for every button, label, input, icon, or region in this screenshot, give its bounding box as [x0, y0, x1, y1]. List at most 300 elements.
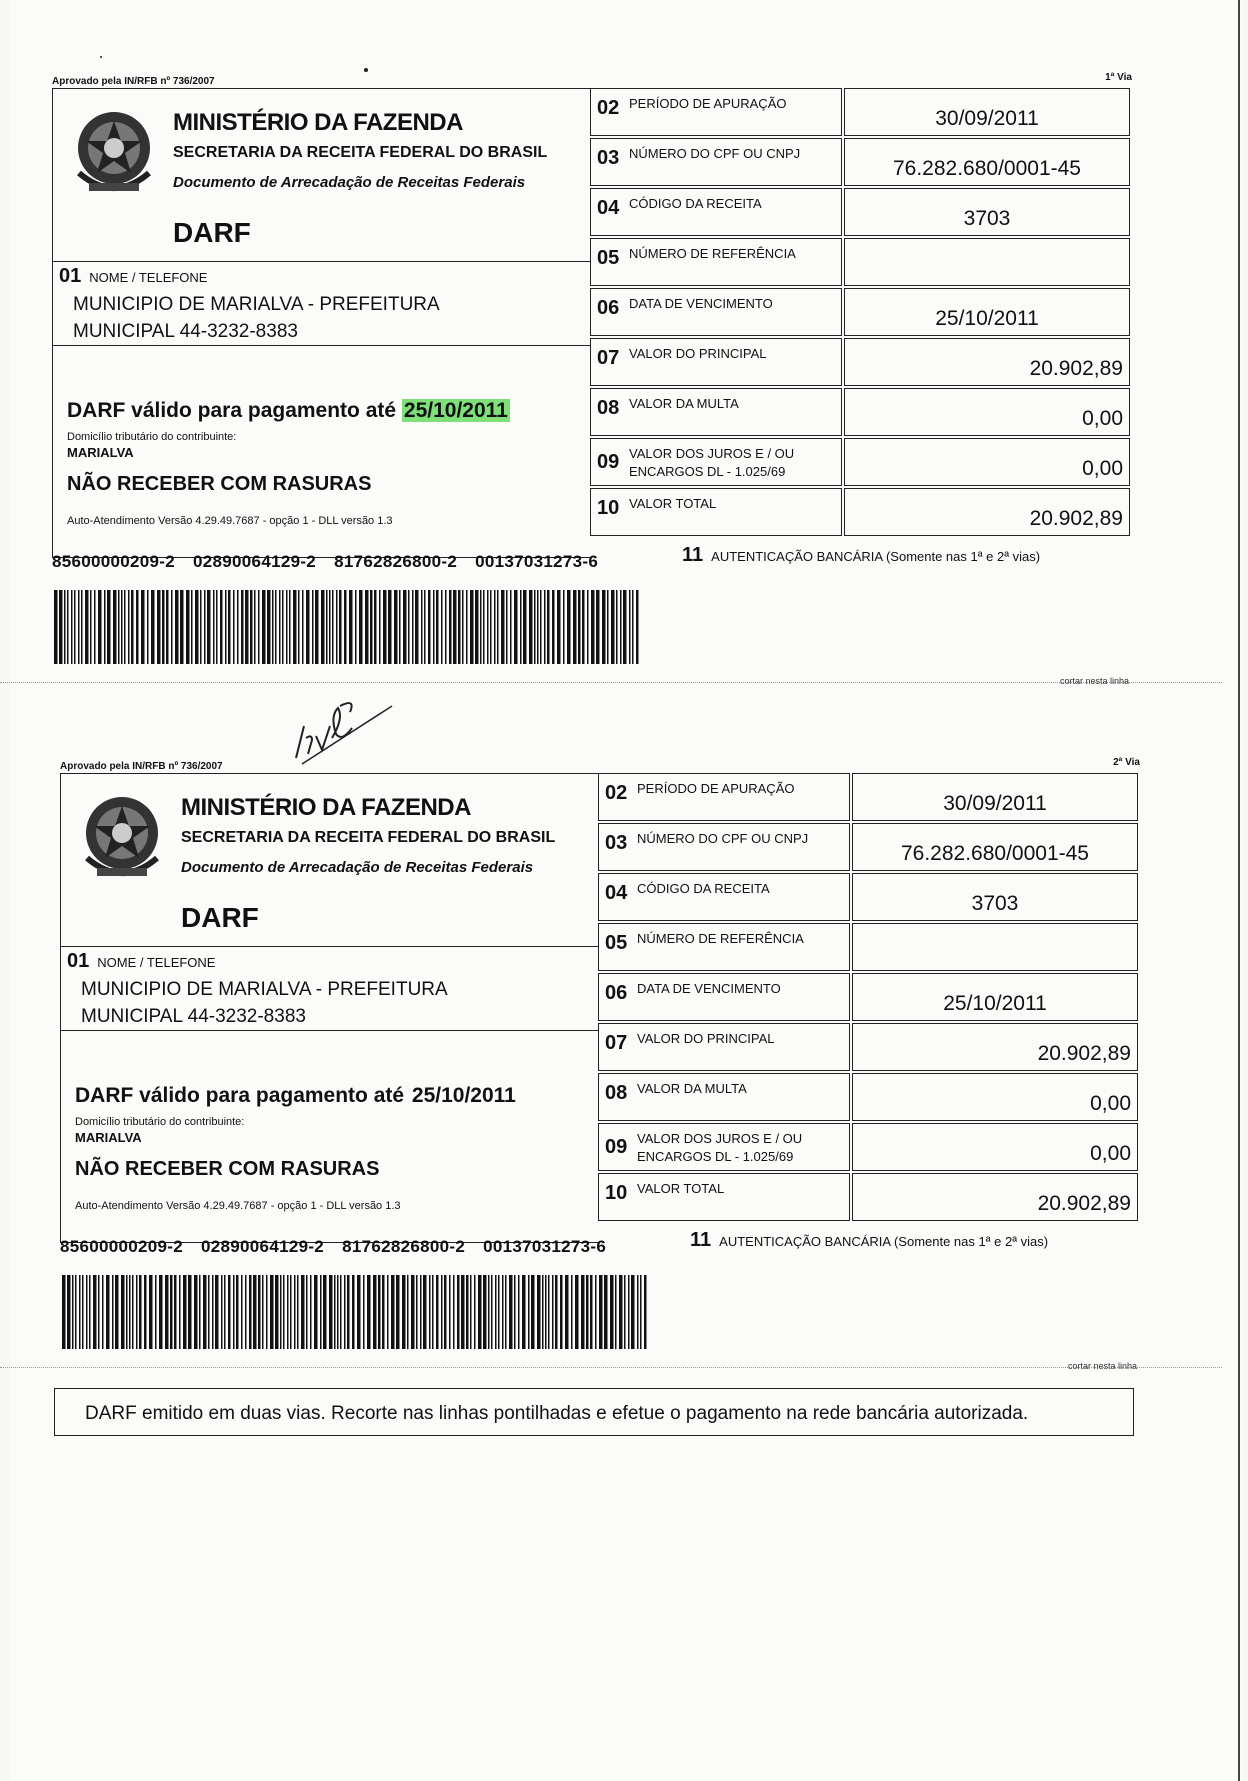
barcode-bar — [151, 590, 155, 664]
barcode-bar — [421, 590, 423, 664]
barcode-bar — [567, 590, 571, 664]
barcode-bar — [241, 1275, 243, 1349]
field-03-number: 03 — [597, 147, 620, 169]
barcode-bar — [552, 590, 555, 664]
barcode-bar — [86, 1275, 88, 1349]
barcode-bar — [171, 590, 173, 664]
barcode-bar — [349, 590, 353, 664]
barcode-bar — [112, 1275, 114, 1349]
coat-of-arms-icon — [69, 103, 159, 203]
barcode-bar — [359, 590, 363, 664]
barcode-bar — [637, 1275, 639, 1349]
barcode-bar — [387, 1275, 389, 1349]
barcode-bar — [560, 1275, 563, 1349]
barcode-bar — [75, 1275, 77, 1349]
barcode-bar — [339, 590, 342, 664]
barcode-bar — [128, 590, 130, 664]
field-09-label-line-1: VALOR DOS JUROS E / OU — [637, 1131, 803, 1146]
nome-line-1: MUNICIPIO DE MARIALVA - PREFEITURA — [73, 294, 440, 315]
field-02-value: 30/09/2011 — [943, 792, 1047, 815]
barcode-bar — [640, 1275, 642, 1349]
footer-note: DARF emitido em duas vias. Recorte nas linhas pontilhadas e efetue o pagamento na rede bancária autorizada. — [54, 1388, 1134, 1436]
barcode-bar — [415, 590, 419, 664]
barcode-bar — [162, 590, 165, 664]
barcode-bar — [186, 590, 190, 664]
barcode-bar — [136, 1275, 138, 1349]
field-04 — [590, 188, 1130, 238]
barcode-bar — [490, 590, 492, 664]
valido-prefix: DARF válido para pagamento até — [67, 399, 397, 422]
barcode-bar — [483, 590, 485, 664]
field-02-label: PERÍODO DE APURAÇÃO — [637, 781, 795, 796]
barcode-bar — [494, 590, 496, 664]
barcode-bar — [587, 590, 589, 664]
barcode-bar — [329, 590, 331, 664]
barcode-bar — [64, 590, 66, 664]
barcode-bar — [449, 1275, 451, 1349]
field-03-label: NÚMERO DO CPF OU CNPJ — [629, 146, 801, 161]
nao-receber-text: NÃO RECEBER COM RASURAS — [67, 473, 372, 495]
left-panel — [52, 88, 591, 558]
barcode-bar — [221, 1275, 223, 1349]
field-05-label: NÚMERO DE REFERÊNCIA — [629, 246, 796, 261]
ministerio-title: MINISTÉRIO DA FAZENDA — [181, 794, 471, 821]
barcode-bar — [487, 590, 489, 664]
cut-line-label: cortar nesta linha — [1068, 1361, 1138, 1371]
barcode-bar — [514, 590, 518, 664]
darf-title: DARF — [181, 902, 259, 933]
barcode-bar — [378, 1275, 381, 1349]
field-07-label: VALOR DO PRINCIPAL — [629, 346, 767, 361]
barcode-bar — [54, 590, 58, 664]
barcode-bar — [233, 1275, 235, 1349]
barcode-bar — [548, 1275, 550, 1349]
field-11-label: AUTENTICAÇÃO BANCÁRIA (Somente nas 1ª e 2ª vias) — [719, 1234, 1049, 1249]
field-08-value: 0,00 — [1082, 407, 1123, 430]
barcode-bar — [323, 1275, 327, 1349]
field-03-value: 76.282.680/0001-45 — [900, 842, 1089, 865]
field-05 — [598, 923, 1138, 973]
field-10 — [598, 1173, 1138, 1223]
barcode-bar — [310, 1275, 312, 1349]
barcode-bar — [71, 590, 73, 664]
field-10-number: 10 — [605, 1182, 628, 1204]
field-11-number: 11 — [682, 544, 704, 566]
barcode-bar — [279, 590, 281, 664]
barcode-bar — [407, 1275, 409, 1349]
barcode-bar — [462, 590, 464, 664]
field-09-number: 09 — [605, 1136, 628, 1158]
valido-prefix: DARF válido para pagamento até — [75, 1084, 405, 1107]
barcode-bar — [610, 1275, 614, 1349]
field-02-number: 02 — [597, 97, 620, 119]
barcode-bar — [85, 590, 89, 664]
field-07 — [598, 1023, 1138, 1073]
field-04-label: CÓDIGO DA RECEITA — [637, 881, 770, 896]
field-05-label: NÚMERO DE REFERÊNCIA — [637, 931, 804, 946]
barcode-bar — [289, 590, 291, 664]
barcode-digit-group: 81762826800-2 — [342, 1237, 466, 1256]
barcode-bar — [347, 1275, 350, 1349]
field-02-value: 30/09/2011 — [935, 107, 1039, 130]
barcode-bar — [457, 1275, 460, 1349]
barcode-bar — [542, 1275, 544, 1349]
barcode-bar — [537, 1275, 541, 1349]
barcode-bar — [113, 590, 117, 664]
barcode-bar — [59, 590, 63, 664]
barcode-bar — [121, 590, 123, 664]
barcode-bar — [483, 1275, 487, 1349]
domicilio-value: MARIALVA — [67, 445, 134, 460]
field-01-label: NOME / TELEFONE — [97, 955, 216, 970]
barcode-bar — [436, 1275, 439, 1349]
barcode-bar — [518, 1275, 520, 1349]
via-label: 2ª Via — [1113, 757, 1140, 768]
field-04 — [598, 873, 1138, 923]
secretaria-title: SECRETARIA DA RECEITA FEDERAL DO BRASIL — [181, 829, 556, 846]
approved-text: Aprovado pela IN/RFB nº 736/2007 — [52, 76, 215, 87]
barcode-bar — [495, 1275, 497, 1349]
barcode-bar — [207, 590, 211, 664]
field-08 — [598, 1073, 1138, 1123]
field-09-label — [629, 445, 794, 481]
barcode-bar — [225, 590, 227, 664]
barcode-bar — [623, 590, 627, 664]
barcode-bar — [139, 1275, 142, 1349]
domicilio-label: Domicílio tributário do contribuinte: — [67, 431, 237, 443]
barcode-bar — [540, 590, 542, 664]
barcode-bar — [416, 1275, 418, 1349]
barcode-bar — [501, 590, 505, 664]
barcode-bar — [337, 1275, 339, 1349]
barcode-bar — [602, 590, 606, 664]
barcode-bar — [191, 590, 193, 664]
barcode-bar — [233, 590, 235, 664]
barcode-bar — [461, 1275, 465, 1349]
barcode-bar — [429, 1275, 431, 1349]
barcode-bar — [183, 1275, 187, 1349]
barcode-bar — [449, 590, 452, 664]
barcode-bar — [267, 590, 271, 664]
field-08-value: 0,00 — [1090, 1092, 1131, 1115]
barcode-bar — [432, 1275, 434, 1349]
valido-text — [67, 399, 510, 423]
barcode-bar — [136, 590, 139, 664]
barcode-bar — [79, 1275, 81, 1349]
barcode-bar — [475, 590, 479, 664]
field-07-number: 07 — [605, 1032, 628, 1054]
darf-title: DARF — [173, 217, 251, 248]
barcode-bar — [275, 590, 277, 664]
valido-date-highlighted: 25/10/2011 — [403, 399, 508, 422]
barcode-bar — [72, 1275, 74, 1349]
barcode-bar — [344, 590, 347, 664]
barcode-bar — [444, 1275, 447, 1349]
barcode-bar — [249, 1275, 252, 1349]
barcode-bar — [336, 590, 338, 664]
field-07 — [590, 338, 1130, 388]
barcode-bar — [228, 590, 231, 664]
barcode-bar — [275, 1275, 279, 1349]
barcode-bar — [396, 1275, 400, 1349]
barcode-bar — [89, 1275, 91, 1349]
field-01-number: 01 — [59, 265, 82, 287]
barcode-bar — [491, 1275, 493, 1349]
field-03-label: NÚMERO DO CPF OU CNPJ — [637, 831, 809, 846]
secretaria-title: SECRETARIA DA RECEITA FEDERAL DO BRASIL — [173, 144, 548, 161]
domicilio-label: Domicílio tributário do contribuinte: — [75, 1116, 245, 1128]
barcode-bar — [312, 590, 314, 664]
barcode-bar — [306, 590, 310, 664]
barcode-bar — [298, 590, 300, 664]
field-07-label: VALOR DO PRINCIPAL — [637, 1031, 775, 1046]
valido-text — [75, 1084, 518, 1108]
barcode-bar — [420, 1275, 422, 1349]
barcode-bar — [67, 590, 69, 664]
barcode-bar — [611, 590, 615, 664]
field-11-label: AUTENTICAÇÃO BANCÁRIA (Somente nas 1ª e 2ª vias) — [711, 549, 1041, 564]
barcode-bar — [581, 1275, 585, 1349]
barcode-bar — [98, 590, 102, 664]
field-04-value: 3703 — [971, 892, 1019, 915]
barcode-bar — [466, 590, 468, 664]
barcode-bar — [297, 1275, 299, 1349]
field-01-value — [81, 976, 448, 1030]
approved-text: Aprovado pela IN/RFB nº 736/2007 — [60, 761, 223, 772]
documento-title: Documento de Arrecadação de Receitas Federais — [181, 859, 534, 876]
field-01-label: NOME / TELEFONE — [89, 270, 208, 285]
auto-atendimento-text: Auto-Atendimento Versão 4.29.49.7687 - opção 1 - DLL versão 1.3 — [75, 1200, 401, 1212]
barcode-bar — [388, 590, 392, 664]
barcode-bar — [441, 590, 443, 664]
field-04-label: CÓDIGO DA RECEITA — [629, 196, 762, 211]
barcode-bar — [632, 590, 634, 664]
barcode-digit-group: 00137031273-6 — [483, 1237, 607, 1256]
field-09-value: 0,00 — [1082, 457, 1123, 480]
barcode-bar — [506, 590, 508, 664]
barcode-bar — [478, 1275, 482, 1349]
barcode-bar — [423, 1275, 427, 1349]
barcode-bar — [355, 590, 357, 664]
barcode-bar — [374, 590, 377, 664]
barcode-digit-group: 85600000209-2 — [60, 1237, 184, 1256]
barcode-digit-group: 00137031273-6 — [475, 552, 599, 571]
barcode-bar — [382, 1275, 385, 1349]
barcode-bar — [237, 590, 239, 664]
barcode-bar — [290, 1275, 292, 1349]
domicilio-value: MARIALVA — [75, 1130, 142, 1145]
field-06 — [590, 288, 1130, 338]
barcode-bar — [90, 590, 92, 664]
field-02-label: PERÍODO DE APURAÇÃO — [629, 96, 787, 111]
barcode-bar — [596, 590, 600, 664]
barcode-bar — [595, 1275, 597, 1349]
barcode-digit-group: 02890064129-2 — [193, 552, 317, 571]
field-04-value: 3703 — [963, 207, 1011, 230]
barcode-bar — [365, 590, 369, 664]
barcode-bar — [301, 1275, 305, 1349]
barcode-bar — [514, 1275, 516, 1349]
barcode-bar — [159, 1275, 163, 1349]
barcode-bar — [121, 1275, 125, 1349]
barcode-bar — [445, 590, 447, 664]
cut-line — [0, 682, 1222, 683]
barcode-bar — [458, 590, 461, 664]
field-03 — [598, 823, 1138, 873]
barcode-bar — [302, 590, 304, 664]
field-02-number: 02 — [605, 782, 628, 804]
barcode-bar — [575, 1275, 579, 1349]
barcode-bar — [497, 590, 499, 664]
field-09-label-line-1: VALOR DOS JUROS E / OU — [629, 446, 795, 461]
barcode-bar — [199, 1275, 201, 1349]
coat-of-arms-icon — [77, 788, 167, 888]
field-10-value: 20.902,89 — [1029, 507, 1123, 530]
barcode-bar — [590, 1275, 593, 1349]
barcode-bar — [394, 590, 398, 664]
field-09-number: 09 — [597, 451, 620, 473]
barcode-bar — [93, 1275, 97, 1349]
barcode-bar — [215, 1275, 219, 1349]
barcode-bar — [131, 590, 134, 664]
info-area — [61, 1030, 599, 1242]
field-08-label: VALOR DA MULTA — [629, 396, 739, 411]
barcode-digit-group: 02890064129-2 — [201, 1237, 325, 1256]
barcode-bar — [283, 1275, 285, 1349]
barcode-bar — [195, 590, 199, 664]
field-03-number: 03 — [605, 832, 628, 854]
right-panel — [590, 88, 1130, 568]
barcode-bar — [616, 590, 618, 664]
barcode-bar — [141, 590, 145, 664]
cut-line-label: cortar nesta linha — [1060, 676, 1130, 686]
field-11-number: 11 — [690, 1229, 712, 1251]
barcode-bar — [98, 1275, 100, 1349]
field-09-label-line-2: ENCARGOS DL - 1.025/69 — [629, 464, 786, 479]
valido-date: 25/10/2011 — [411, 1084, 516, 1107]
barcode-bar — [157, 590, 161, 664]
barcode-bar — [204, 590, 206, 664]
field-01-number: 01 — [67, 950, 90, 972]
barcode-bar — [552, 1275, 554, 1349]
field-04-number: 04 — [597, 197, 620, 219]
barcode-bar — [78, 590, 80, 664]
barcode-bar — [166, 590, 169, 664]
barcode-bar — [287, 1275, 289, 1349]
barcode-bar — [245, 1275, 247, 1349]
scan-speck — [364, 68, 368, 72]
barcode-bar — [607, 590, 609, 664]
barcode-bar — [357, 1275, 361, 1349]
barcode-bar — [147, 590, 149, 664]
barcode-bar — [534, 590, 536, 664]
barcode-bar — [102, 1275, 104, 1349]
barcode-bar — [179, 1275, 181, 1349]
cut-line — [0, 1367, 1222, 1368]
barcode-bar — [466, 1275, 469, 1349]
barcode-bar — [480, 590, 482, 664]
field-09 — [590, 438, 1130, 488]
barcode-bar — [620, 590, 622, 664]
barcode-bar — [254, 590, 256, 664]
barcode-bar — [104, 590, 106, 664]
via-label: 1ª Via — [1105, 72, 1132, 83]
barcode-bar — [644, 1275, 647, 1349]
barcode-bar — [522, 1275, 526, 1349]
barcode-bar — [453, 590, 457, 664]
barcode-bar — [212, 1275, 214, 1349]
barcode-digits — [60, 1237, 624, 1257]
barcode-bar — [520, 590, 522, 664]
field-05 — [590, 238, 1130, 288]
barcode-bar — [124, 590, 126, 664]
barcode-bar — [424, 590, 426, 664]
field-05-number: 05 — [605, 932, 628, 954]
barcode-bar — [474, 1275, 476, 1349]
field-11 — [690, 1229, 1048, 1252]
barcode-bar — [624, 1275, 626, 1349]
barcode-bar — [314, 1275, 318, 1349]
field-01 — [53, 261, 591, 346]
barcode-bar — [537, 590, 539, 664]
barcode-bar — [329, 1275, 333, 1349]
barcode-bar — [523, 590, 527, 664]
barcode-bar — [67, 1275, 71, 1349]
field-02 — [590, 88, 1130, 138]
barcode — [52, 590, 644, 664]
barcode-bar — [441, 1275, 443, 1349]
header-area — [53, 89, 591, 262]
barcode-bar — [604, 1275, 608, 1349]
field-05-number: 05 — [597, 247, 620, 269]
barcode-bar — [615, 1275, 617, 1349]
barcode-bar — [509, 1275, 513, 1349]
barcode-bar — [266, 1275, 268, 1349]
barcode-bar — [320, 1275, 322, 1349]
barcode-bar — [245, 590, 249, 664]
barcode-bar — [557, 590, 561, 664]
barcode-bar — [194, 1275, 198, 1349]
barcode-bar — [106, 1275, 110, 1349]
barcode-bar — [175, 590, 179, 664]
barcode-bar — [628, 1275, 630, 1349]
barcode-bar — [399, 590, 401, 664]
barcode-bar — [344, 1275, 346, 1349]
barcode-bar — [126, 1275, 128, 1349]
field-06-number: 06 — [597, 297, 620, 319]
barcode-bar — [155, 1275, 157, 1349]
barcode-bar — [391, 1275, 395, 1349]
barcode-bar — [547, 590, 550, 664]
barcode-bar — [216, 590, 218, 664]
barcode-bar — [241, 590, 244, 664]
barcode-bar — [236, 1275, 239, 1349]
barcode-bar — [294, 1275, 296, 1349]
field-08-number: 08 — [597, 397, 620, 419]
barcode-bar — [315, 590, 319, 664]
barcode-bar — [470, 1275, 472, 1349]
barcode-bar — [498, 1275, 500, 1349]
barcode-bar — [74, 590, 76, 664]
field-09-label — [637, 1130, 802, 1166]
field-06-number: 06 — [605, 982, 628, 1004]
barcode-bar — [332, 590, 334, 664]
barcode-digit-group: 85600000209-2 — [52, 552, 176, 571]
barcode-bar — [433, 590, 435, 664]
barcode-bar — [578, 590, 581, 664]
barcode-bar — [340, 1275, 342, 1349]
barcode-bar — [619, 1275, 623, 1349]
